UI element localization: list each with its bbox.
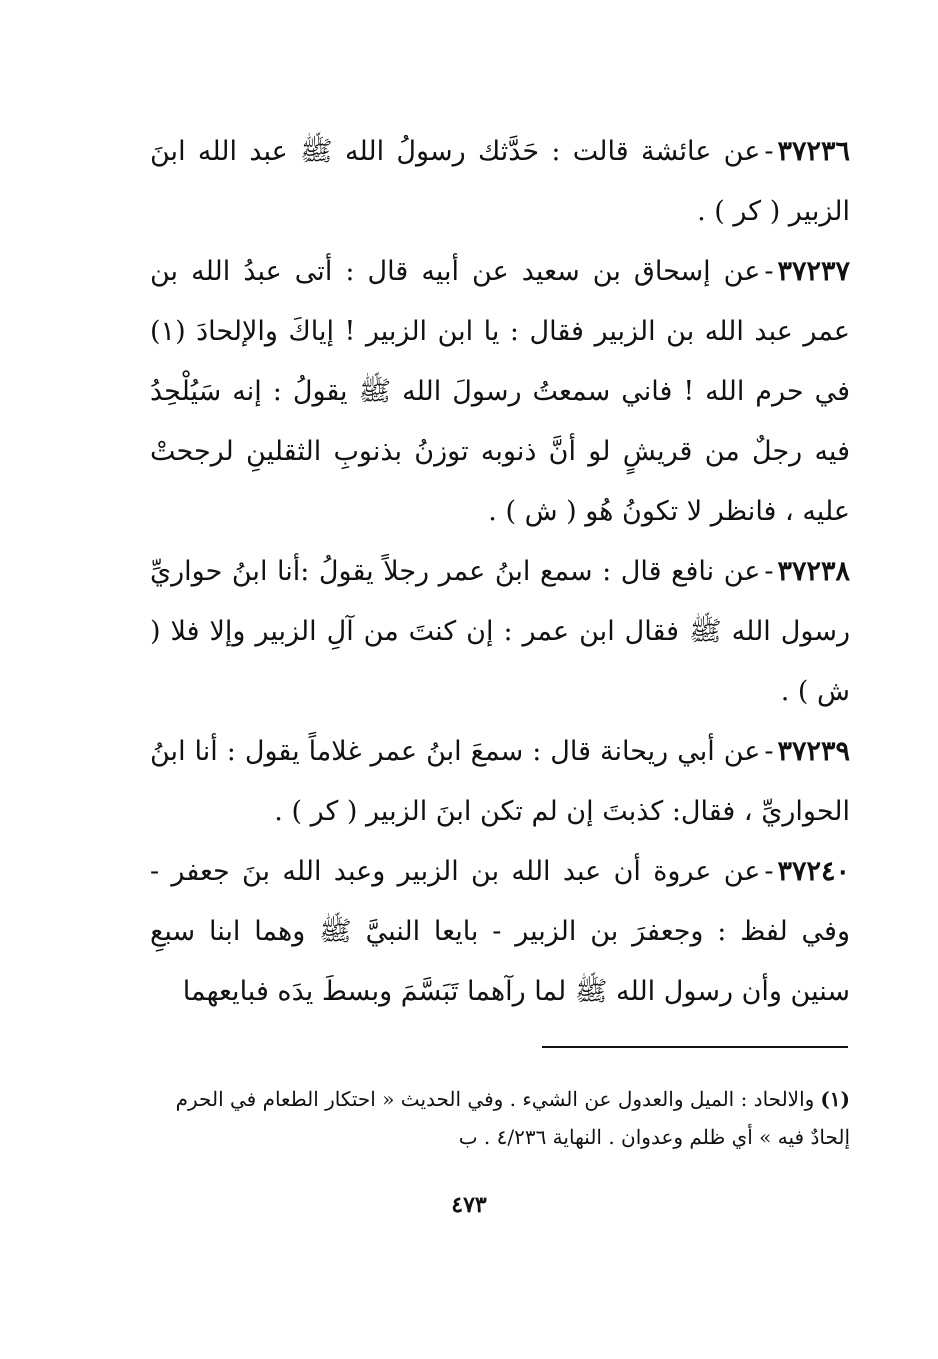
- hadith-entry: [150, 542, 850, 722]
- footnote-separator: [542, 1046, 848, 1048]
- hadith-number: ٣٧٢٣٦: [777, 136, 850, 167]
- hadith-text: عن عروة أن عبد الله بن الزبير وعبد الله بنَ جعفر - وفي لفظ : وجعفرَ بن الزبير - بايعا النبيَّ ﷺ وهما ابنا سبعِ سنين وأن رسول الله ﷺ لما رآهما تَبَسَّمَ وبسطَ يدَه فبايعهما: [150, 856, 850, 1007]
- page-number: ٤٧٣: [451, 1192, 487, 1218]
- entry-dash: -: [764, 556, 774, 587]
- entry-dash: -: [764, 256, 774, 287]
- hadith-number: ٣٧٢٣٩: [777, 736, 850, 767]
- hadith-entry: [150, 722, 850, 842]
- hadith-entry: [150, 242, 850, 542]
- hadith-text: عن نافع قال : سمع ابنُ عمر رجلاً يقولُ :أنا ابنُ حواريِّ رسول الله ﷺ فقال ابن عمر : إن كنتَ من آلِ الزبير وإلا فلا ( ش ) .: [150, 556, 850, 707]
- hadith-number: ٣٧٢٣٨: [777, 556, 850, 587]
- footnote: [140, 1080, 850, 1156]
- footnote-marker: (١): [820, 1087, 850, 1111]
- footnote-text: والالحاد : الميل والعدول عن الشيء . وفي الحديث « احتكار الطعام في الحرم إلحادٌ فيه » أي ظلم وعدوان . النهاية ٤/٢٣٦ . ب: [175, 1087, 850, 1149]
- hadith-entry: [150, 122, 850, 242]
- hadith-number: ٣٧٢٤٠: [777, 856, 850, 887]
- hadith-text: عن إسحاق بن سعيد عن أبيه قال : أتى عبدُ الله بن عمر عبد الله بن الزبير فقال : يا ابن الزبير ! إياكَ والإلحادَ (١) في حرم الله ! فاني سمعتُ رسولَ الله ﷺ يقولُ : إنه سَيُلْحِدُ فيه رجلٌ من قريشٍ لو أنَّ ذنوبه توزنُ بذنوبِ الثقلينِ لرجحتْ عليه ، فانظر لا تكونُ هُو ( ش ) .: [150, 256, 850, 527]
- entry-dash: -: [764, 856, 774, 887]
- entry-dash: -: [764, 736, 774, 767]
- hadith-text: عن أبي ريحانة قال : سمعَ ابنُ عمر غلاماً يقول : أنا ابنُ الحواريِّ ، فقال: كذبتَ إن لم تكن ابنَ الزبير ( كر ) .: [150, 736, 850, 827]
- hadith-number: ٣٧٢٣٧: [777, 256, 850, 287]
- entry-dash: -: [764, 136, 774, 167]
- hadith-entry: [150, 842, 850, 1022]
- hadith-text: عن عائشة قالت : حَدَّثك رسولُ الله ﷺ عبد الله ابنَ الزبير ( كر ) .: [150, 136, 850, 227]
- page-body: [150, 122, 850, 1022]
